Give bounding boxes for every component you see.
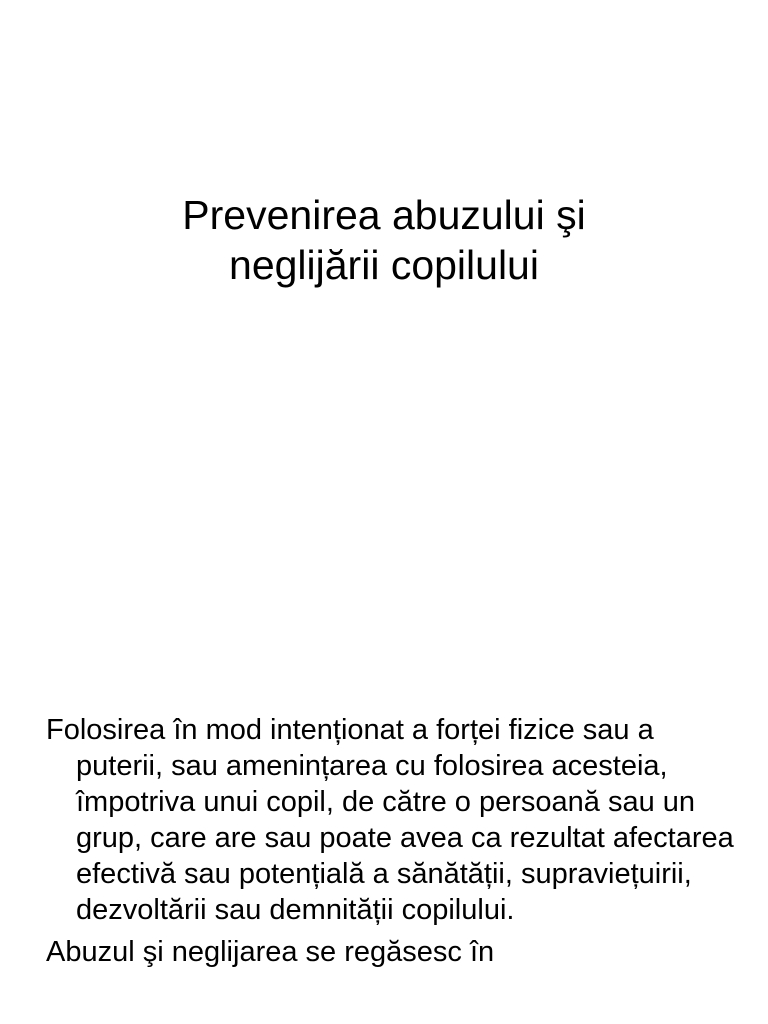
context-paragraph: Abuzul şi neglijarea se regăsesc în bbox=[46, 936, 495, 968]
title-line-1: Prevenirea abuzului şi bbox=[182, 192, 586, 238]
page-title bbox=[0, 190, 768, 290]
definition-paragraph: Folosirea în mod intenționat a forței fizice sau a puterii, sau amenințarea cu folosirea acesteia, împotriva unui copil, de către o persoană sau un grup, care are sau poate avea ca rezultat afectarea efectivă sau potențială a sănătății, supraviețuirii, dezvoltării sau demnității copilului. bbox=[46, 714, 734, 926]
title-line-2: neglijării copilului bbox=[229, 242, 539, 288]
body-text bbox=[46, 712, 746, 976]
